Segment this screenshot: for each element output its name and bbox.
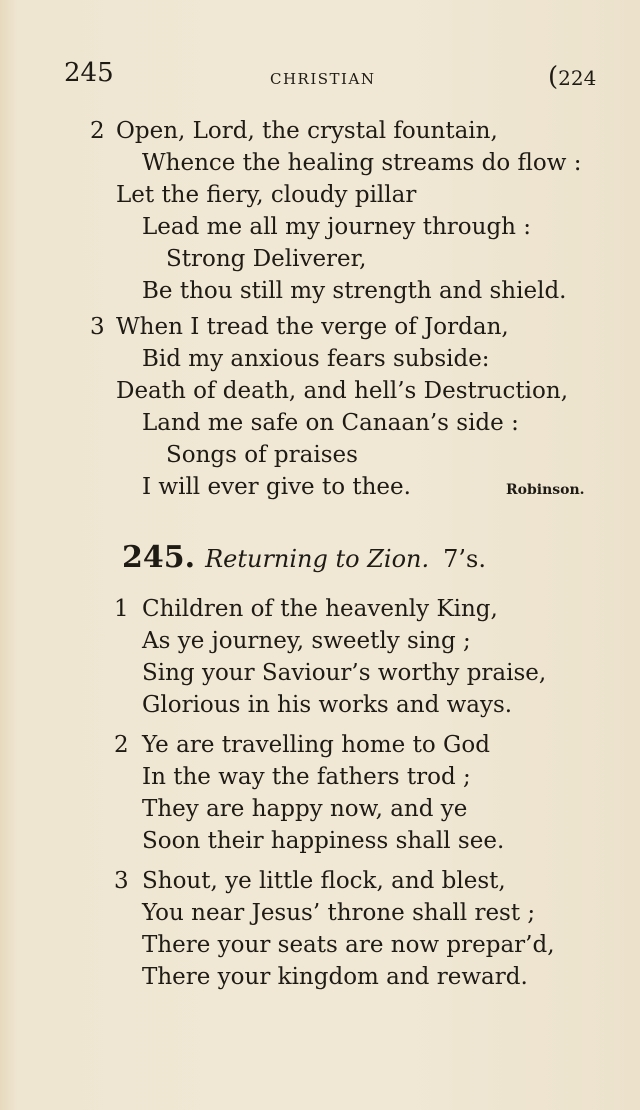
verse-line: Songs of praises [166, 442, 358, 468]
verse-line: Open, Lord, the crystal fountain, [116, 118, 498, 144]
verse-line: Be thou still my strength and shield. [142, 278, 567, 304]
verse-line: Land me safe on Canaan’s side : [142, 410, 519, 436]
verse-line: Bid my anxious fears subside: [142, 346, 490, 372]
verse-line: Glorious in his works and ways. [142, 692, 513, 718]
stanza-number: 1 [114, 596, 129, 622]
verse-line: There your seats are now prepar’d, [142, 932, 555, 958]
verse-line: As ye journey, sweetly sing ; [142, 628, 471, 654]
verse-line: In the way the fathers trod ; [142, 764, 471, 790]
verse-line: Sing your Saviour’s worthy praise, [142, 660, 547, 686]
verse-line: There your kingdom and reward. [142, 964, 528, 990]
verse-line: You near Jesus’ throne shall rest ; [142, 900, 536, 926]
hymn-heading [122, 540, 486, 575]
hymn-title: Returning to Zion. [205, 545, 430, 573]
hymn-number: 245. [122, 540, 196, 575]
verse-line: Whence the healing streams do flow : [142, 150, 582, 176]
reference-bracket: ( [548, 62, 559, 92]
verse-line: Children of the heavenly King, [142, 596, 498, 622]
hymn-reference [548, 62, 596, 92]
verse-line: Strong Deliverer, [166, 246, 367, 272]
page-header [0, 58, 640, 98]
verse-line: Lead me all my journey through : [142, 214, 532, 240]
stanza-number: 3 [90, 314, 105, 340]
verse-line: They are happy now, and ye [142, 796, 468, 822]
page-number: 245 [64, 58, 114, 88]
verse-line: Shout, ye little flock, and blest, [142, 868, 506, 894]
verse-line: Let the fiery, cloudy pillar [116, 182, 417, 208]
verse-line: Soon their happiness shall see. [142, 828, 505, 854]
verse-line: When I tread the verge of Jordan, [116, 314, 509, 340]
reference-number: 224 [558, 66, 597, 90]
stanza-number: 2 [114, 732, 129, 758]
running-title: CHRISTIAN [270, 70, 376, 88]
verse-line: Ye are travelling home to God [142, 732, 490, 758]
verse-line: Death of death, and hell’s Destruction, [116, 378, 569, 404]
stanza-number: 2 [90, 118, 105, 144]
author-attribution: Robinson. [506, 482, 585, 498]
verse-line: I will ever give to thee. [142, 474, 411, 500]
hymn-meter: 7’s. [443, 545, 486, 573]
stanza-number: 3 [114, 868, 129, 894]
